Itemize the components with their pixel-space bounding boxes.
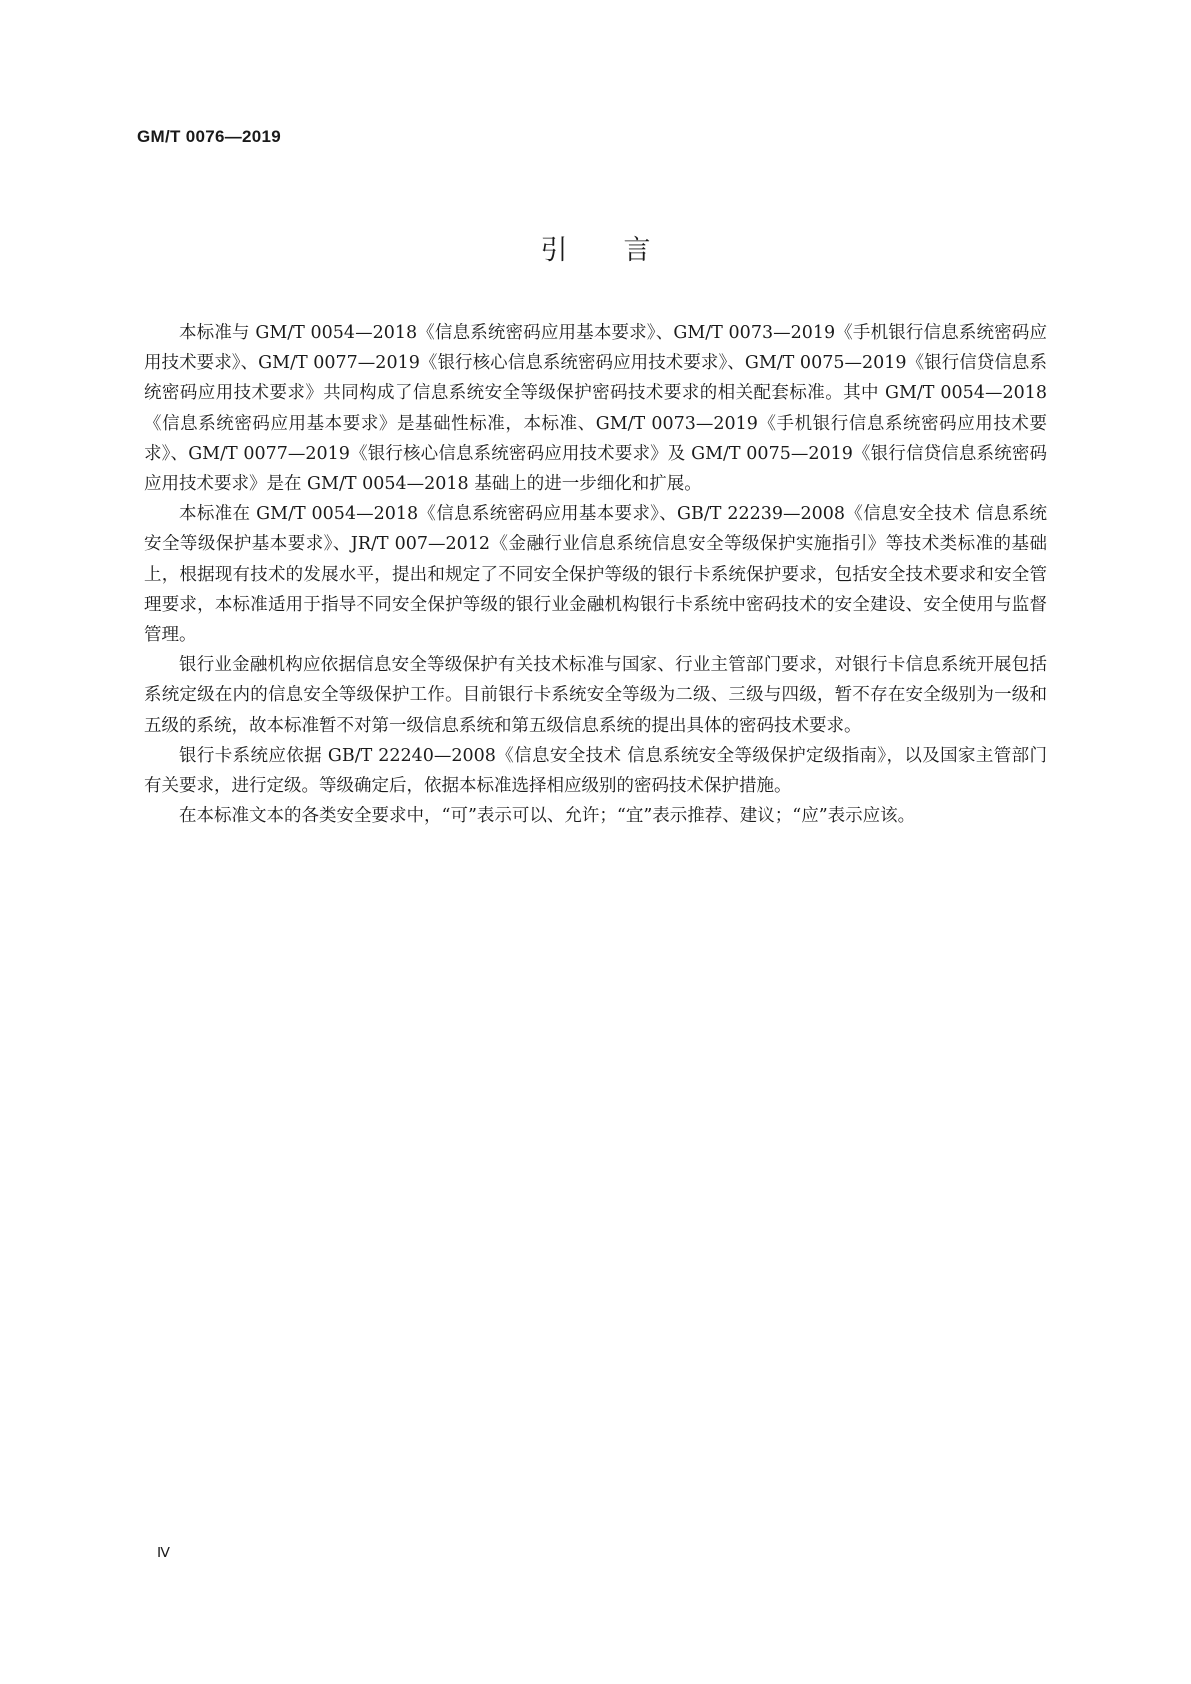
paragraph: 本标准在 GM/T 0054—2018《信息系统密码应用基本要求》、GB/T 22239—2008《信息安全技术 信息系统安全等级保护基本要求》、JR/T 007—2012《金融行业信息系统信息安全等级保护实施指引》等技术类标准的基础上，根据现有技术的发展水平，提出和规定了不同安全保护等级的银行卡系统保护要求，包括安全技术要求和安全管理要求，本标准适用于指导不同安全保护等级的银行业金融机构银行卡系统中密码技术的安全建设、安全使用与监督管理。 — [144, 504, 1047, 646]
paragraph: 银行业金融机构应依据信息安全等级保护有关技术标准与国家、行业主管部门要求，对银行卡信息系统开展包括系统定级在内的信息安全等级保护工作。目前银行卡系统安全等级为二级、三级与四级，暂不存在安全级别为一级和五级的系统，故本标准暂不对第一级信息系统和第五级信息系统的提出具体的密码技术要求。 — [144, 655, 1047, 736]
paragraph: 银行卡系统应依据 GB/T 22240—2008《信息安全技术 信息系统安全等级保护定级指南》，以及国家主管部门有关要求，进行定级。等级确定后，依据本标准选择相应级别的密码技术保护措施。 — [144, 745, 1047, 797]
paragraph: 本标准与 GM/T 0054—2018《信息系统密码应用基本要求》、GM/T 0073—2019《手机银行信息系统密码应用技术要求》、GM/T 0077—2019《银行核心信息系统密码应用技术要求》、GM/T 0075—2019《银行信贷信息系统密码应用技术要求》共同构成了信息系统安全等级保护密码技术要求的相关配套标准。其中 GM/T 0054—2018《信息系统密码应用基本要求》是基础性标准，本标准、GM/T 0073—2019《手机银行信息系统密码应用技术要求》、GM/T 0077—2019《银行核心信息系统密码应用技术要求》及 GM/T 0075—2019《银行信贷信息系统密码应用技术要求》是在 GM/T 0054—2018 基础上的进一步细化和扩展。 — [144, 323, 1047, 495]
standard-number: GM/T 0076—2019 — [137, 127, 282, 146]
page-number: Ⅳ — [157, 1546, 170, 1561]
paragraph: 在本标准文本的各类安全要求中，“可”表示可以、允许；“宜”表示推荐、建议；“应”表示应该。 — [179, 806, 916, 827]
body-text — [144, 318, 1047, 831]
section-title: 引言 — [540, 235, 707, 266]
